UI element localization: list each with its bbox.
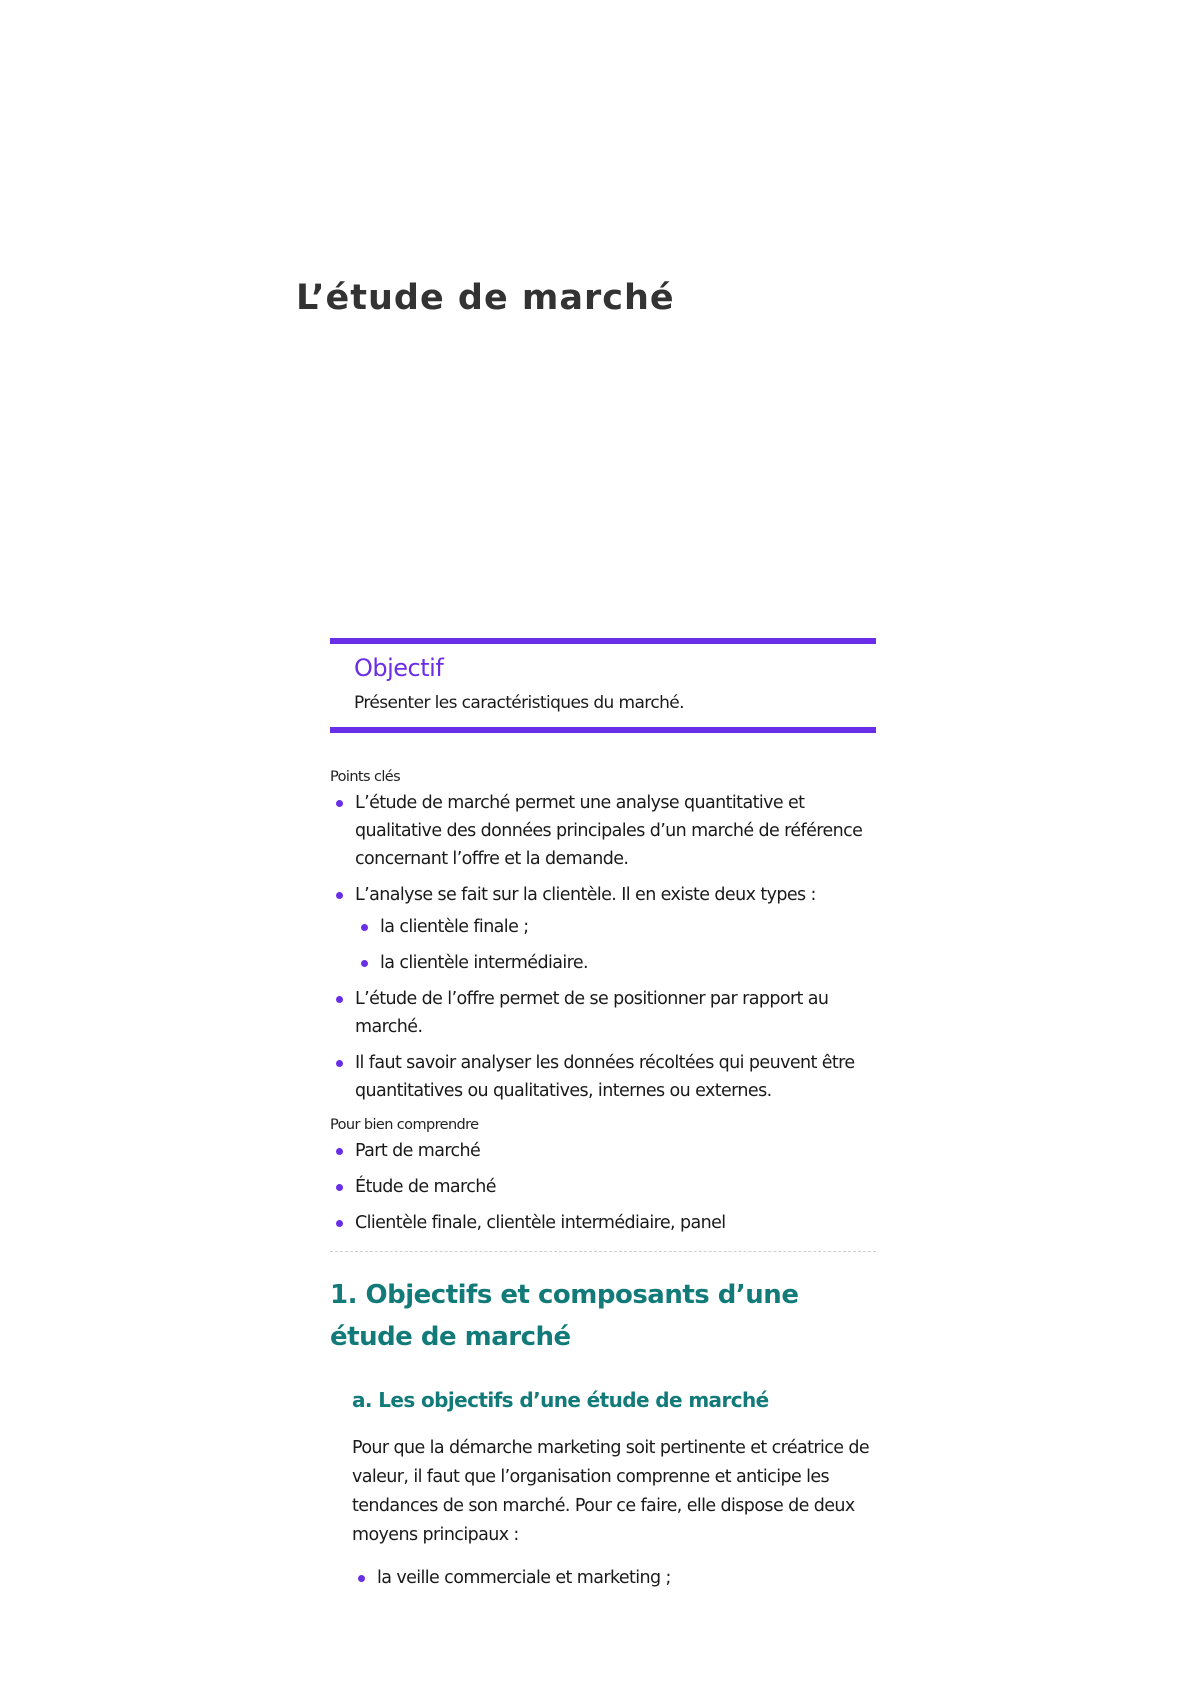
means-list	[352, 1564, 876, 1592]
list-item: Il faut savoir analyser les données récoltées qui peuvent être quantitatives ou qualitatives, internes ou externes.	[330, 1049, 876, 1105]
client-types-sublist	[355, 913, 876, 977]
list-item: la veille commerciale et marketing ;	[352, 1564, 876, 1592]
objective-text: Présenter les caractéristiques du marché.	[354, 693, 684, 713]
list-item: Part de marché	[330, 1137, 876, 1165]
key-points-list	[330, 789, 876, 1105]
list-item: la clientèle finale ;	[355, 913, 876, 941]
list-item: Étude de marché	[330, 1173, 876, 1201]
chapter-title: L’étude de marché	[296, 278, 675, 318]
list-item: L’étude de l’offre permet de se positionner par rapport au marché.	[330, 985, 876, 1041]
objective-box	[330, 638, 876, 733]
list-item: L’analyse se fait sur la clientèle. Il en existe deux types : la clientèle finale ; la clientèle intermédiaire.	[330, 881, 876, 977]
section-heading: 1. Objectifs et composants d’une étude de marché	[330, 1280, 799, 1352]
key-points-label: Points clés	[330, 769, 401, 785]
understand-list	[330, 1137, 876, 1237]
list-item: L’étude de marché permet une analyse quantitative et qualitative des données principales d’un marché de référence concernant l’offre et la demande.	[330, 789, 876, 873]
subsection-heading: a. Les objectifs d’une étude de marché	[352, 1388, 769, 1412]
list-item: Clientèle finale, clientèle intermédiaire, panel	[330, 1209, 876, 1237]
content-column	[330, 638, 876, 1600]
understand-label: Pour bien comprendre	[330, 1117, 479, 1133]
objective-title: Objectif	[354, 654, 444, 682]
list-item: la clientèle intermédiaire.	[355, 949, 876, 977]
section-divider	[330, 1251, 876, 1252]
paragraph: Pour que la démarche marketing soit pertinente et créatrice de valeur, il faut que l’organisation comprenne et anticipe les tendances de son marché. Pour ce faire, elle dispose de deux moyens principaux :	[352, 1438, 870, 1545]
